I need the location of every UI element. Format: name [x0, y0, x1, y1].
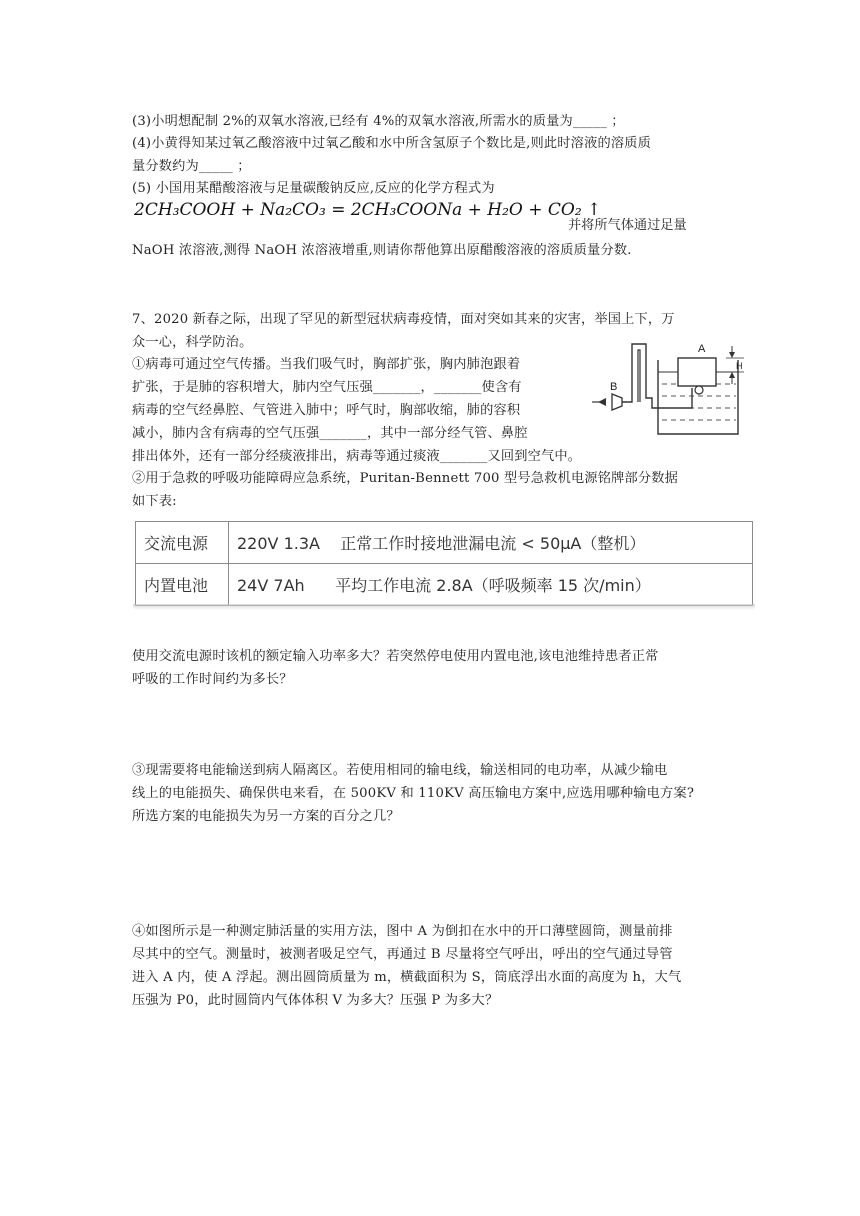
- q7-part2-line2: 如下表:: [132, 494, 177, 509]
- q7-part4-line1: ④如图所示是一种测定肺活量的实用方法，图中 A 为倒扣在水中的开口薄壁圆筒，测量前排: [132, 924, 673, 939]
- q7-part2-question-line2: 呼吸的工作时间约为多长？: [132, 672, 293, 687]
- spirometer-figure: [586, 338, 746, 440]
- power-nameplate-table: [135, 521, 753, 606]
- label-h: H: [736, 361, 743, 371]
- table-cell-label: 内置电池: [136, 564, 229, 606]
- q6-part3: (3)小明想配制 2%的双氧水溶液,已经有 4%的双氧水溶液,所需水的质量为_____ ；: [132, 114, 625, 129]
- table-cell-label: 交流电源: [136, 522, 229, 564]
- q7-part3-line2: 线上的电能损失、确保供电来看，在 500KV 和 110KV 高压输电方案中,应选用哪种输电方案?: [132, 786, 695, 801]
- q7-part1-line4: 减小，肺内含有病毒的空气压强_______，其中一部分经气管、鼻腔: [132, 426, 528, 441]
- chemical-equation: 2CH₃COOH + Na₂CO₃ = 2CH₃COONa + H₂O + CO₂ ↑: [134, 200, 602, 220]
- q6-part4-line2: 量分数约为_____ ；: [132, 159, 251, 174]
- q7-part1-line5: 排出体外，还有一部分经痰液排出，病毒等通过痰液_______又回到空气中。: [132, 449, 582, 464]
- table-shadow: [133, 604, 755, 610]
- table-cell-value: 220V 1.3A 正常工作时接地泄漏电流 < 50μA（整机）: [229, 522, 753, 564]
- q7-part3-line1: ③现需要将电能输送到病人隔离区。若使用相同的输电线，输送相同的电功率，从减少输电: [132, 763, 668, 778]
- q7-intro-line2: 众一心，科学防治。: [132, 335, 253, 350]
- q7-part4-line3: 进入 A 内，使 A 浮起。测出圆筒质量为 m，横截面积为 S，筒底浮出水面的高度为 h，大气: [132, 970, 682, 985]
- label-a: A: [698, 343, 706, 355]
- q7-part1-line1: ①病毒可通过空气传播。当我们吸气时，胸部扩张，胸内肺泡跟着: [132, 357, 521, 372]
- q6-part5: (5) 小国用某醋酸溶液与足量碳酸钠反应,反应的化学方程式为: [132, 181, 495, 196]
- q7-part3-line3: 所选方案的电能损失为另一方案的百分之几？: [132, 809, 400, 824]
- table-row: [136, 522, 753, 564]
- q7-part2-line1: ②用于急救的呼吸功能障碍应急系统，Puritan-Bennett 700 型号急救机电源铭牌部分数据: [132, 471, 679, 486]
- q7-part4-line2: 尽其中的空气。测量时，被测者吸足空气，再通过 B 尽量将空气呼出，呼出的空气通过导管: [132, 947, 673, 962]
- label-b: B: [610, 381, 618, 393]
- q7-part4-line4: 压强为 P0，此时圆筒内气体体积 V 为多大？压强 P 为多大？: [132, 993, 499, 1008]
- q6-part4-line1: (4)小黄得知某过氧乙酸溶液中过氧乙酸和水中所含氢原子个数比是,则此时溶液的溶质质: [132, 136, 652, 151]
- q7-part2-question-line1: 使用交流电源时该机的额定输入功率多大？若突然停电使用内置电池,该电池维持患者正常: [132, 649, 659, 664]
- q7-part1-line2: 扩张，于是肺的容积增大，肺内空气压强_______，_______使含有: [132, 380, 522, 395]
- q7-intro-line1: 7、2020 新春之际，出现了罕见的新型冠状病毒疫情，面对突如其来的灾害，举国上下，万: [132, 312, 675, 327]
- q7-part1-line3: 病毒的空气经鼻腔、气管进入肺中；呼气时，胸部收缩，肺的容积: [132, 403, 521, 418]
- table-row: [136, 564, 753, 606]
- q6-part5-tail: 并将所气体通过足量: [568, 218, 687, 233]
- q6-part5-line2: NaOH 浓溶液,测得 NaOH 浓溶液增重,则请你帮他算出原醋酸溶液的溶质质量分数.: [132, 243, 632, 258]
- table-cell-value: 24V 7Ah 平均工作电流 2.8A（呼吸频率 15 次/min）: [229, 564, 753, 606]
